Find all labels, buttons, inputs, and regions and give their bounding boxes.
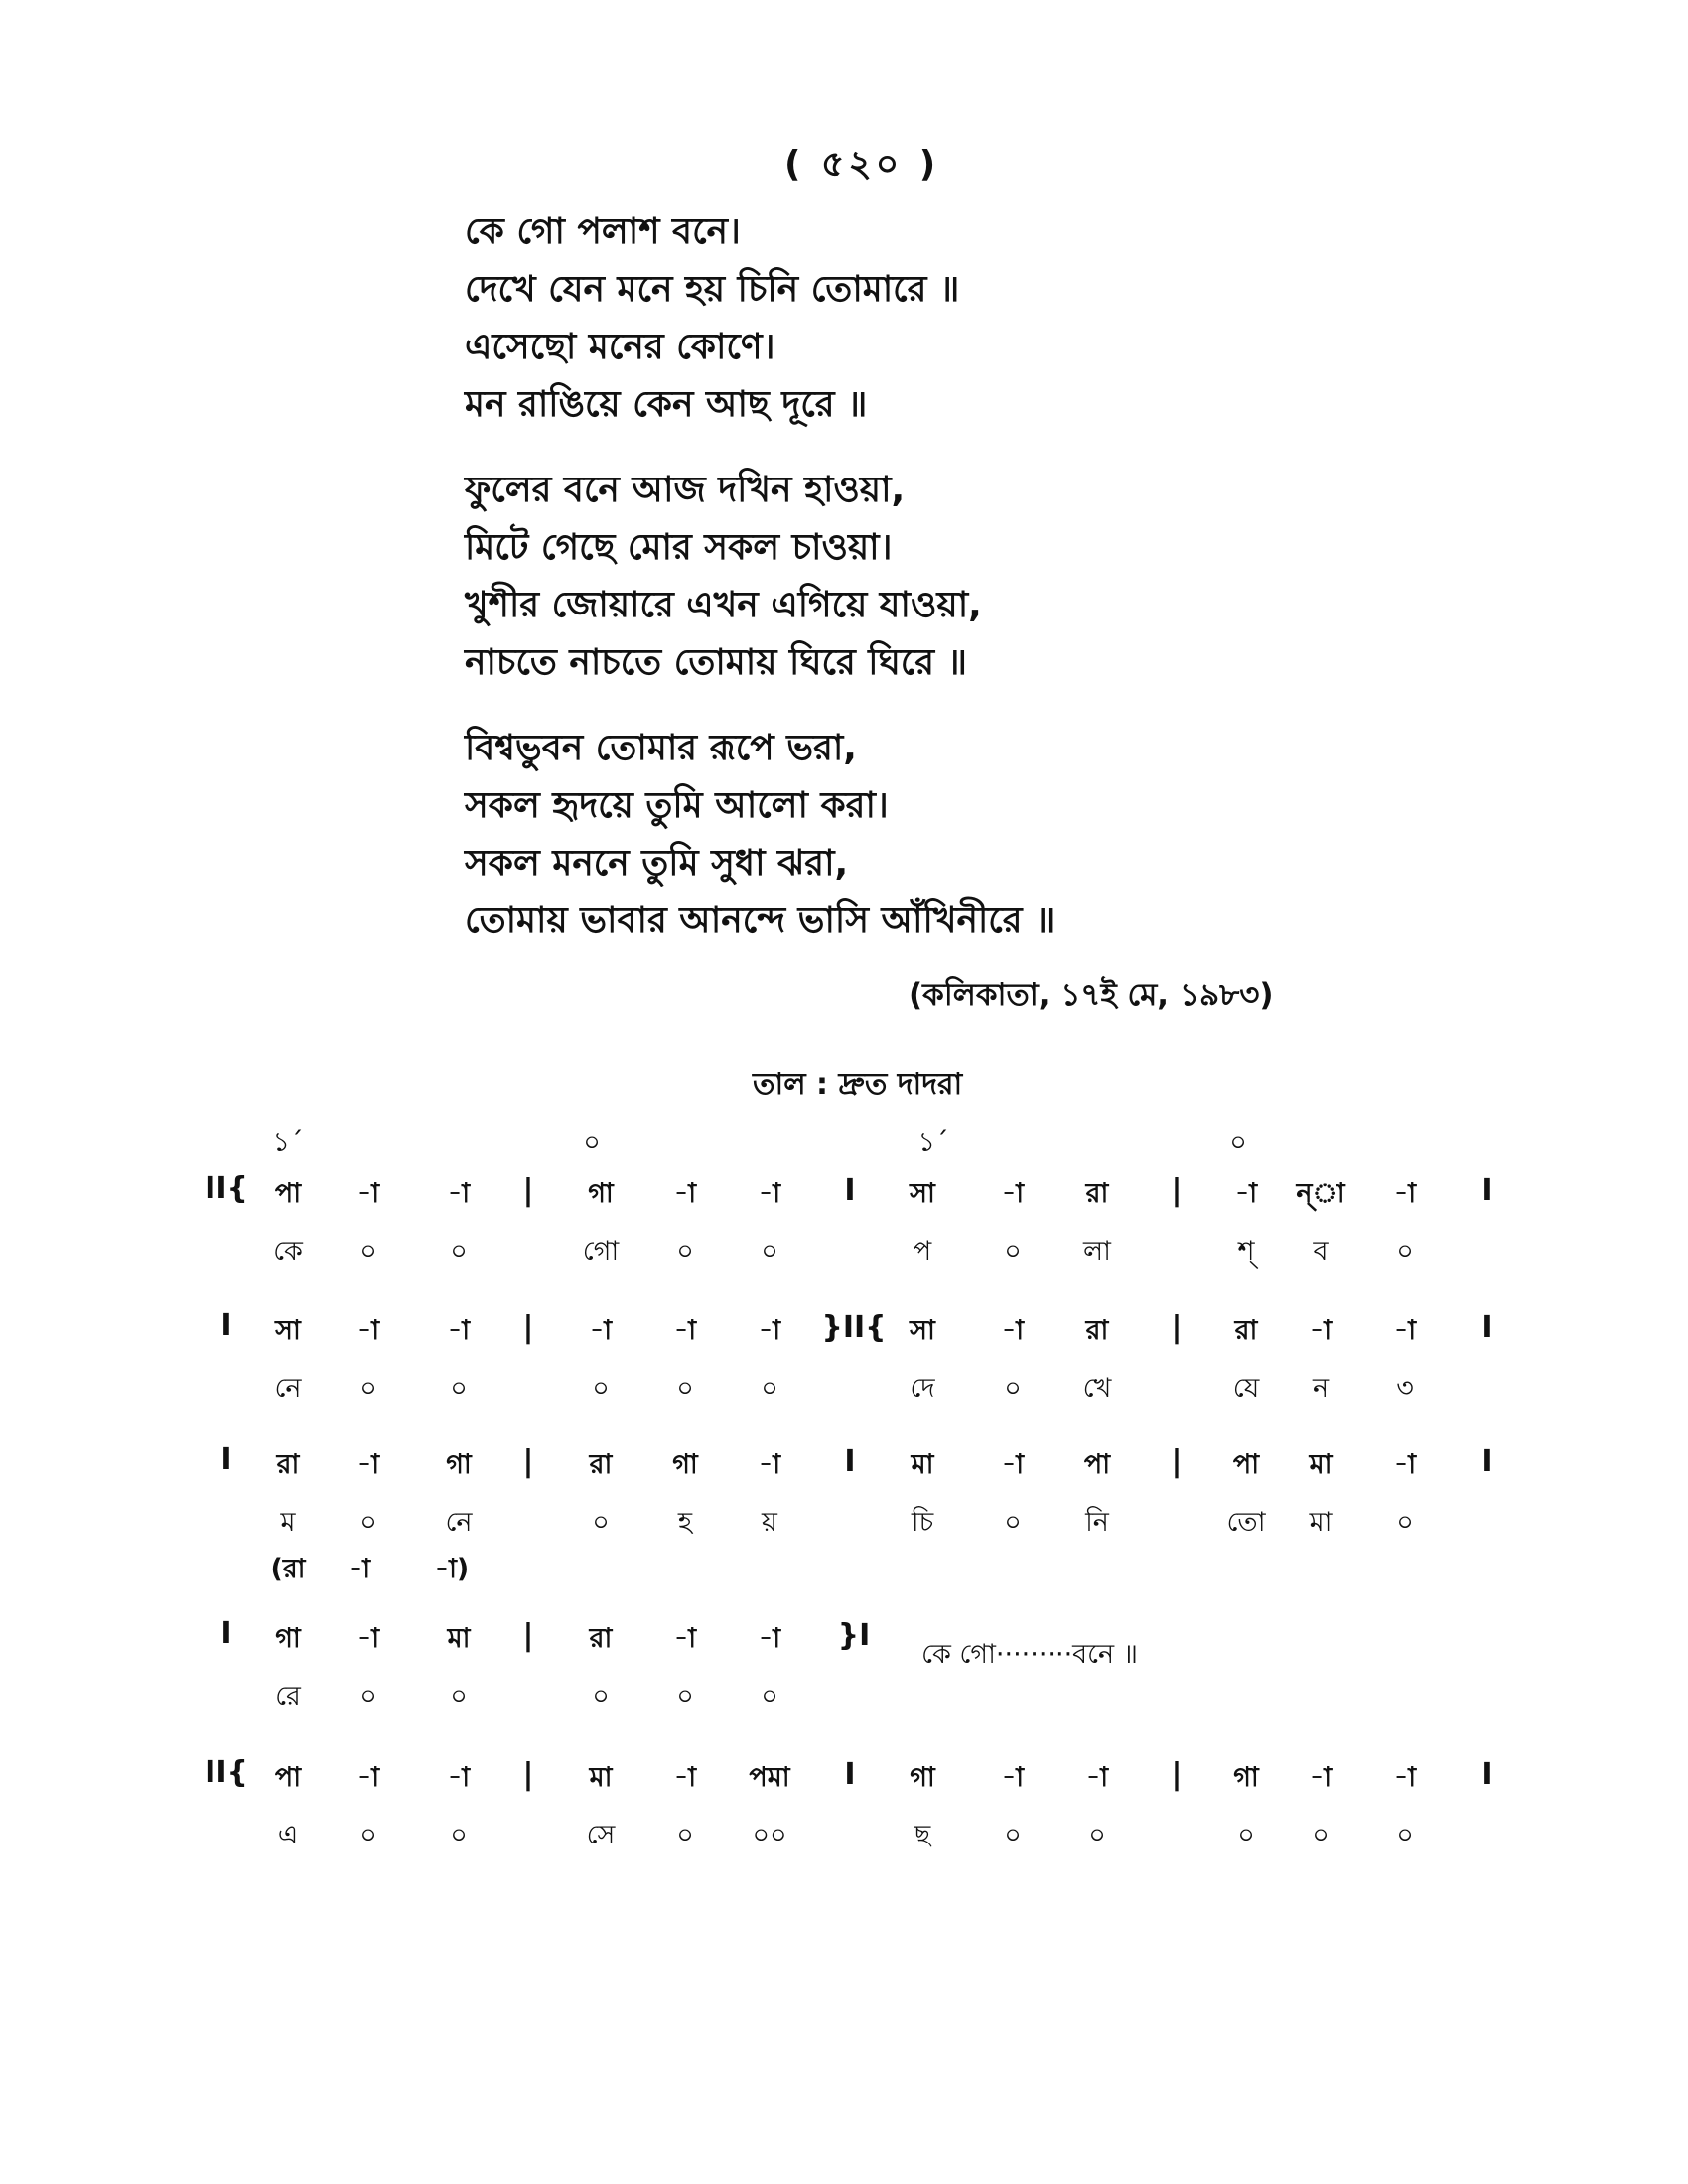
swara-note: মা bbox=[447, 1623, 471, 1654]
swara-note: -া bbox=[673, 1315, 697, 1346]
notation-lyric: ০ bbox=[1004, 1373, 1022, 1404]
bar-line: I bbox=[844, 1444, 856, 1479]
notation-lyric: ০ bbox=[1004, 1236, 1022, 1267]
swara-note: পা bbox=[1232, 1449, 1260, 1480]
swara-note: -া bbox=[1393, 1178, 1417, 1209]
alt-swara: -া) bbox=[434, 1554, 470, 1584]
notation-lyric: ০ bbox=[359, 1507, 377, 1538]
swara-note: গা bbox=[588, 1178, 614, 1209]
bar-line: I bbox=[1481, 1173, 1493, 1208]
swara-note: গা bbox=[446, 1449, 472, 1480]
start-bar-marker: I bbox=[220, 1616, 232, 1651]
notation-lyric: নি bbox=[1085, 1507, 1109, 1538]
notation-lyric: ০ bbox=[761, 1373, 778, 1404]
swara-note: -া bbox=[1393, 1449, 1417, 1480]
swara-note: মা bbox=[1309, 1449, 1333, 1480]
bar-line: | bbox=[1171, 1757, 1183, 1792]
notation-lyric: ০ bbox=[676, 1373, 694, 1404]
swara-note: সা bbox=[910, 1178, 935, 1209]
swara-note: রা bbox=[589, 1449, 613, 1480]
notation-lyric: ০ bbox=[450, 1373, 468, 1404]
stanza-2 bbox=[465, 462, 1557, 692]
notation-lyric: ০ bbox=[450, 1820, 468, 1850]
notation-lyric: গো bbox=[582, 1236, 620, 1267]
notation-lyric: ছ bbox=[914, 1820, 931, 1850]
bar-line: | bbox=[1171, 1173, 1183, 1208]
bar-line: }II{ bbox=[821, 1310, 887, 1345]
swara-note: রা bbox=[589, 1623, 613, 1654]
notation-lyric: প bbox=[913, 1236, 932, 1267]
notation-lyric: ০০ bbox=[752, 1820, 787, 1850]
bar-line: I bbox=[844, 1757, 856, 1792]
swara-note: -া bbox=[356, 1449, 380, 1480]
notation-lyric: ০ bbox=[592, 1507, 610, 1538]
swara-note: -া bbox=[758, 1623, 781, 1654]
notation-lyric: নে bbox=[274, 1373, 302, 1404]
start-bar-marker: I bbox=[220, 1442, 232, 1477]
lyric-line: দেখে যেন মনে হয় চিনি তোমারে ॥ bbox=[465, 269, 960, 310]
swara-note: -া bbox=[1085, 1762, 1109, 1793]
swara-note: পা bbox=[1083, 1449, 1111, 1480]
swara-note: -া bbox=[1393, 1762, 1417, 1793]
bar-line: I bbox=[1481, 1310, 1493, 1345]
swara-note: -া bbox=[758, 1178, 781, 1209]
composition-date: (কলিকাতা, ১৭ই মে, ১৯৮৩) bbox=[909, 977, 1274, 1013]
notation-lyric: চি bbox=[911, 1507, 934, 1538]
swara-note: পা bbox=[274, 1178, 302, 1209]
notation-lyric: ০ bbox=[1004, 1507, 1022, 1538]
song-lyrics bbox=[465, 204, 1557, 978]
notation-lyric: হ bbox=[677, 1507, 693, 1538]
swara-note: -া bbox=[758, 1449, 781, 1480]
lyric-line: সকল হৃদয়ে তুমি আলো করা। bbox=[465, 785, 889, 826]
swara-note: -া bbox=[447, 1178, 471, 1209]
notation-lyric: ৩ bbox=[1396, 1373, 1414, 1404]
notation-lyric: ০ bbox=[1312, 1820, 1330, 1850]
notation-lyric: ন bbox=[1312, 1373, 1330, 1404]
notation-lyric: ০ bbox=[1004, 1820, 1022, 1850]
notation-lyric: ০ bbox=[1396, 1507, 1414, 1538]
beat-mark: ১´ bbox=[917, 1127, 949, 1158]
notation-lyric: রে bbox=[275, 1681, 301, 1711]
swara-note: -া bbox=[356, 1315, 380, 1346]
notation-lyric: দে bbox=[910, 1373, 935, 1404]
stanza-1 bbox=[465, 204, 1557, 434]
swara-note: সা bbox=[910, 1315, 935, 1346]
notation-lyric: ম bbox=[280, 1507, 296, 1538]
swara-note: গা bbox=[275, 1623, 301, 1654]
bar-line: | bbox=[522, 1757, 534, 1792]
swara-note: পমা bbox=[749, 1762, 790, 1793]
swara-note: রা bbox=[1085, 1315, 1109, 1346]
swara-note: -া bbox=[758, 1315, 781, 1346]
swara-note: মা bbox=[911, 1449, 934, 1480]
bar-line: | bbox=[522, 1618, 534, 1653]
bar-line: | bbox=[522, 1310, 534, 1345]
bar-line: I bbox=[1481, 1444, 1493, 1479]
bar-line: | bbox=[522, 1173, 534, 1208]
lyric-line: এসেছো মনের কোণে। bbox=[465, 327, 775, 367]
swara-note: -া bbox=[673, 1623, 697, 1654]
notation-lyric: ০ bbox=[359, 1820, 377, 1850]
swara-note: -া bbox=[1393, 1315, 1417, 1346]
notation-lyric: ০ bbox=[761, 1236, 778, 1267]
swara-note: গা bbox=[672, 1449, 698, 1480]
swara-note: -া bbox=[356, 1178, 380, 1209]
refrain-text: কে গো·········বনে ॥ bbox=[921, 1639, 1138, 1670]
lyric-line: কে গো পলাশ বনে। bbox=[465, 211, 741, 252]
notation-lyric: ০ bbox=[1396, 1236, 1414, 1267]
swara-note: রা bbox=[1234, 1315, 1258, 1346]
beat-mark: ০ bbox=[1229, 1127, 1247, 1158]
lyric-line: তোমায় ভাবার আনন্দে ভাসি আঁখিনীরে ॥ bbox=[465, 900, 1055, 941]
alt-swara: (রা bbox=[270, 1554, 306, 1584]
swara-note: -া bbox=[356, 1762, 380, 1793]
swaralipi-notation bbox=[0, 1122, 1688, 1896]
notation-lyric: যে bbox=[1232, 1373, 1260, 1404]
notation-lyric: ০ bbox=[592, 1681, 610, 1711]
notation-lyric: লা bbox=[1083, 1236, 1111, 1267]
swara-note: -া bbox=[447, 1315, 471, 1346]
swara-note: গা bbox=[1233, 1762, 1259, 1793]
start-bar-marker: II{ bbox=[205, 1755, 248, 1790]
lyric-line: ফুলের বনে আজ দখিন হাওয়া, bbox=[465, 470, 906, 510]
notation-lyric: ০ bbox=[1088, 1820, 1106, 1850]
notation-lyric: ০ bbox=[676, 1681, 694, 1711]
swara-note: -া bbox=[1001, 1178, 1025, 1209]
notation-lyric: ০ bbox=[676, 1820, 694, 1850]
notation-lyric: কে bbox=[273, 1236, 303, 1267]
bar-line: | bbox=[1171, 1444, 1183, 1479]
alt-swara: -া bbox=[348, 1554, 371, 1584]
swara-note: -া bbox=[1309, 1762, 1333, 1793]
beat-mark: ০ bbox=[583, 1127, 601, 1158]
lyric-line: বিশ্বভুবন তোমার রূপে ভরা, bbox=[465, 728, 857, 768]
swara-note: -া bbox=[1001, 1449, 1025, 1480]
notation-lyric: ০ bbox=[359, 1373, 377, 1404]
swara-note: রা bbox=[1085, 1178, 1109, 1209]
page-number: ( ৫২০ ) bbox=[784, 144, 940, 185]
swara-note: পা bbox=[274, 1762, 302, 1793]
lyric-line: মিটে গেছে মোর সকল চাওয়া। bbox=[465, 527, 893, 568]
notation-lyric: ব bbox=[1313, 1236, 1329, 1267]
lyric-line: খুশীর জোয়ারে এখন এগিয়ে যাওয়া, bbox=[465, 585, 982, 625]
swara-note: -া bbox=[1234, 1178, 1258, 1209]
swara-note: -া bbox=[356, 1623, 380, 1654]
start-bar-marker: I bbox=[220, 1308, 232, 1343]
swara-note: গা bbox=[910, 1762, 935, 1793]
notation-lyric: এ bbox=[277, 1820, 299, 1850]
swara-note: -া bbox=[1309, 1315, 1333, 1346]
swara-note: -া bbox=[1001, 1762, 1025, 1793]
lyric-line: নাচতে নাচতে তোমায় ঘিরে ঘিরে ॥ bbox=[465, 642, 967, 683]
notation-lyric: ০ bbox=[359, 1681, 377, 1711]
notation-lyric: মা bbox=[1309, 1507, 1333, 1538]
swara-note: মা bbox=[589, 1762, 613, 1793]
lyric-line: মন রাঙিয়ে কেন আছ দূরে ॥ bbox=[465, 384, 868, 425]
swara-note: ন্া bbox=[1296, 1178, 1345, 1209]
notation-lyric: ০ bbox=[450, 1236, 468, 1267]
swara-note: -া bbox=[447, 1762, 471, 1793]
notation-lyric: ০ bbox=[761, 1681, 778, 1711]
bar-line: I bbox=[1481, 1757, 1493, 1792]
notation-lyric: সে bbox=[586, 1820, 616, 1850]
notation-lyric: নে bbox=[445, 1507, 473, 1538]
bar-line: I bbox=[844, 1173, 856, 1208]
notation-lyric: ০ bbox=[1396, 1820, 1414, 1850]
notation-lyric: য় bbox=[762, 1507, 777, 1538]
bar-line: }I bbox=[837, 1618, 871, 1653]
notation-lyric: ০ bbox=[592, 1373, 610, 1404]
notation-lyric: শ্ bbox=[1237, 1236, 1255, 1267]
notation-lyric: ০ bbox=[450, 1681, 468, 1711]
swara-note: -া bbox=[1001, 1315, 1025, 1346]
lyric-line: সকল মননে তুমি সুধা ঝরা, bbox=[465, 843, 849, 884]
beat-mark: ১´ bbox=[272, 1127, 304, 1158]
bar-line: | bbox=[1171, 1310, 1183, 1345]
swara-note: রা bbox=[276, 1449, 300, 1480]
notation-lyric: খে bbox=[1082, 1373, 1112, 1404]
notation-lyric: ০ bbox=[1237, 1820, 1255, 1850]
stanza-3 bbox=[465, 720, 1557, 950]
notation-lyric: ০ bbox=[676, 1236, 694, 1267]
start-bar-marker: II{ bbox=[205, 1171, 248, 1206]
swara-note: সা bbox=[275, 1315, 301, 1346]
notation-lyric: ০ bbox=[359, 1236, 377, 1267]
swara-note: -া bbox=[673, 1178, 697, 1209]
swara-note: -া bbox=[673, 1762, 697, 1793]
taal-heading: তাল : দ্রুত দাদরা bbox=[753, 1067, 963, 1102]
bar-line: | bbox=[522, 1444, 534, 1479]
notation-lyric: তো bbox=[1226, 1507, 1266, 1538]
swara-note: -া bbox=[589, 1315, 613, 1346]
